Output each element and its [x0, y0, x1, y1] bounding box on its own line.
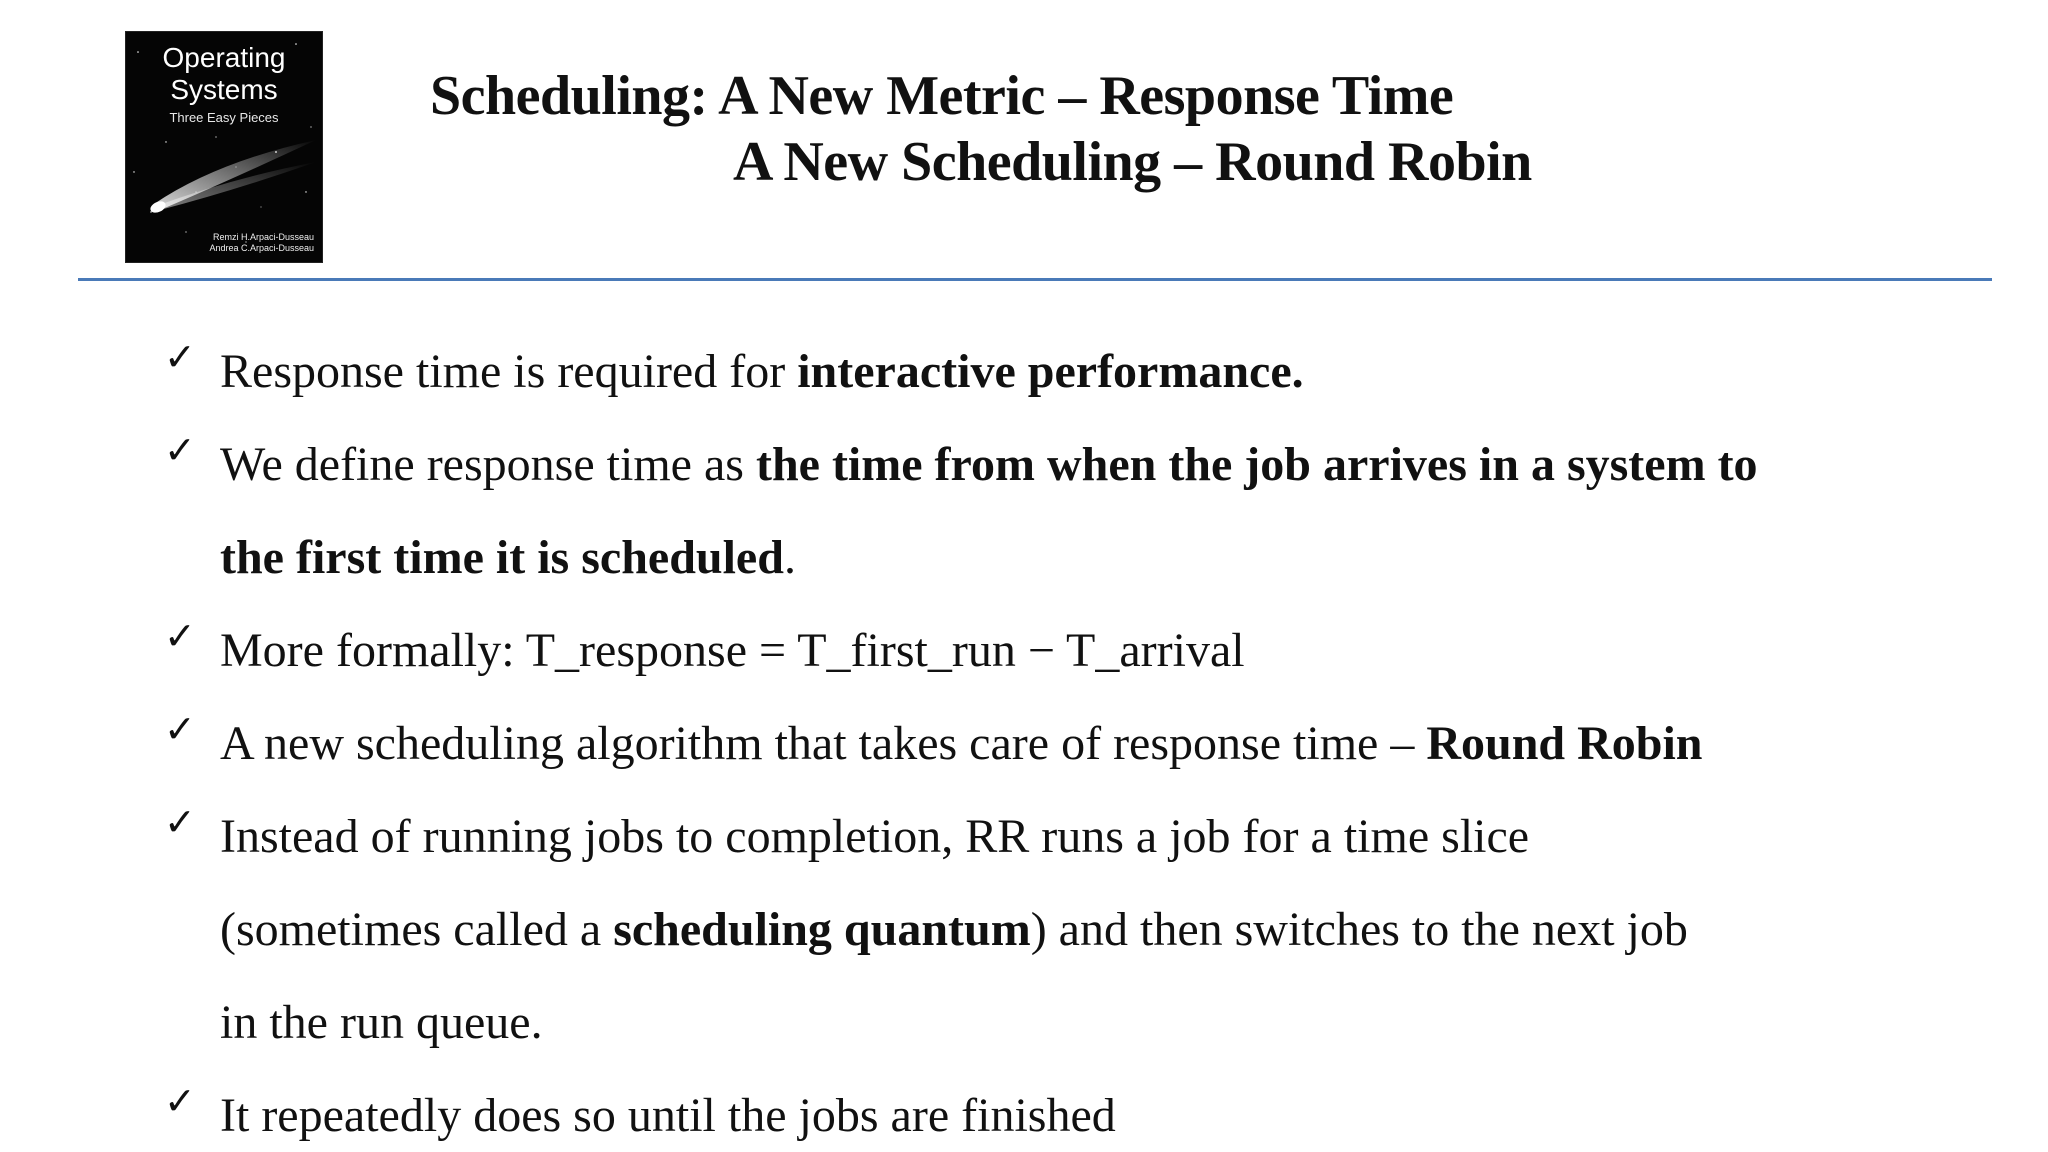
bullet-2-line-1	[220, 437, 1758, 493]
bullet-5-line-1: Instead of running jobs to completion, RR runs a job for a time slice	[220, 810, 1530, 863]
bullet-2-period: .	[783, 531, 796, 584]
checkmark-icon: ✓	[164, 800, 196, 844]
slide-title-line-1: Scheduling: A New Metric – Response Time	[430, 65, 1454, 127]
bullet-2-bold-continued: the first time it is scheduled	[220, 531, 784, 584]
bullet-1-bold: interactive performance.	[797, 345, 1304, 398]
cover-subtitle: Three Easy Pieces	[169, 110, 279, 125]
checkmark-icon: ✓	[164, 707, 196, 751]
bullet-5-line-3: in the run queue.	[220, 996, 543, 1049]
cover-author-2: Andrea C.Arpaci-Dusseau	[209, 243, 314, 253]
bullet-1-text: Response time is required for	[220, 345, 798, 398]
cover-author-1: Remzi H.Arpaci-Dusseau	[212, 232, 314, 242]
checkmark-icon: ✓	[164, 614, 196, 658]
bullet-6: It repeatedly does so until the jobs are finished	[220, 1089, 1116, 1142]
bullet-2-line-2	[220, 530, 796, 586]
bullet-2-bold: the time from when the job arrives in a system to	[755, 438, 1758, 491]
bullet-5-bold: scheduling quantum	[613, 903, 1031, 956]
bullet-4-text: A new scheduling algorithm that takes care of response time –	[220, 717, 1427, 770]
bullet-5-pre: (sometimes called a	[220, 903, 614, 956]
cover-title: Operating Systems	[162, 42, 286, 105]
bullet-4-bold: Round Robin	[1426, 717, 1703, 770]
checkmark-icon: ✓	[164, 1079, 196, 1123]
slide-title-line-2: A New Scheduling – Round Robin	[733, 131, 1532, 193]
bullet-3: More formally: T_response = T_first_run − T_arrival	[220, 624, 1245, 677]
bullet-1	[220, 344, 1304, 400]
bullet-5-line-2	[220, 902, 1688, 958]
bullet-5-post: ) and then switches to the next job	[1030, 903, 1688, 956]
checkmark-icon: ✓	[164, 428, 196, 472]
checkmark-icon: ✓	[164, 335, 196, 379]
bullet-2-text: We define response time as	[220, 438, 756, 491]
bullet-4	[220, 716, 1702, 772]
